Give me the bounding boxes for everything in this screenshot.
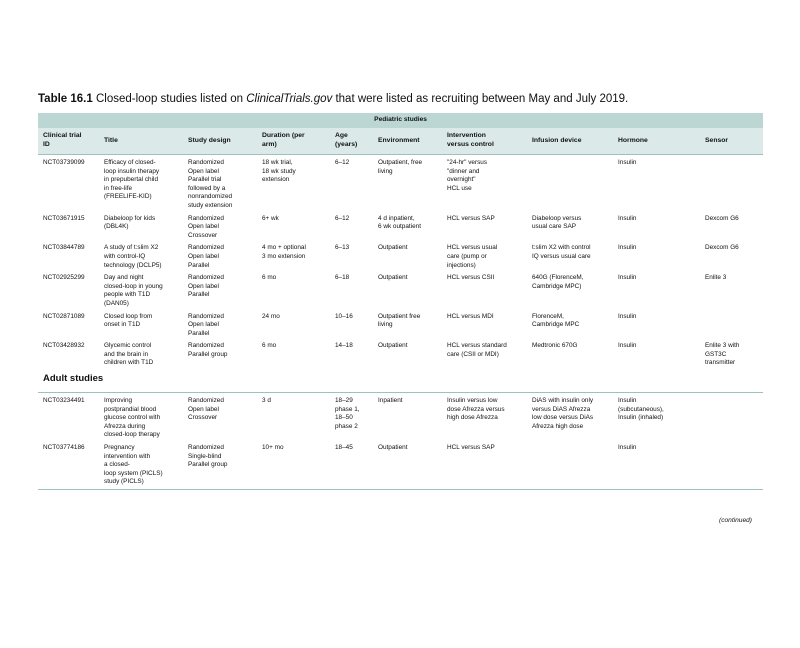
cell-environment [373, 240, 442, 270]
cell-line: Medtronic 670G [532, 342, 578, 350]
cell-line: Improving [104, 397, 133, 405]
cell-line: Study design [188, 136, 231, 144]
cell-environment [373, 338, 442, 368]
cell-line: Parallel trial [188, 176, 222, 184]
cell-age [330, 155, 373, 211]
cell-study-design [183, 211, 257, 241]
cell-line: Insulin versus low [447, 397, 498, 405]
cell-line: Pregnancy [104, 444, 135, 452]
cell-line: GST3C [705, 350, 727, 358]
cell-duration [257, 270, 330, 308]
cell-line: Inpatient [378, 397, 403, 405]
cell-line: Age [335, 132, 348, 140]
cell-study-design [183, 240, 257, 270]
cell-line: "24-hr" versus [447, 159, 488, 166]
cell-line: DiAS with insulin only [532, 397, 594, 405]
cell-line: Insulin [618, 244, 637, 252]
cell-line: A study of t:slim X2 [104, 244, 159, 252]
cell-line: Cambridge MPC) [532, 282, 582, 290]
cell-line: Parallel group [188, 350, 228, 358]
cell-line: Open label [188, 223, 219, 231]
cell-line: transmitter [705, 359, 736, 367]
cell-title [99, 155, 183, 211]
cell-line: NCT03774186 [43, 444, 85, 452]
cell-line: Open label [188, 252, 219, 260]
cell-line: Duration (per [262, 132, 305, 140]
cell-environment [373, 309, 442, 339]
cell-line: study (PICLS) [104, 478, 144, 486]
cell-line: HCL versus usual [447, 244, 498, 252]
cell-environment [373, 155, 442, 211]
cell-duration [257, 338, 330, 368]
cell-line: Cambridge MPC [532, 321, 580, 329]
table-row [38, 240, 763, 270]
cell-line: Insulin [618, 312, 637, 320]
cell-hormone [613, 309, 700, 339]
cell-line: 18 wk trial, [262, 159, 293, 166]
cell-line: postprandial blood [104, 405, 157, 413]
cell-line: children with T1D [104, 359, 154, 367]
cell-line: NCT03428932 [43, 342, 85, 350]
cell-line: in prepubertal child [104, 176, 158, 184]
cell-duration [257, 309, 330, 339]
cell-line: 6 mo [262, 274, 277, 282]
cell-line: Randomized [188, 159, 224, 166]
cell-line: (years) [335, 141, 358, 148]
cell-duration [257, 211, 330, 241]
cell-line: Randomized [188, 274, 224, 282]
pediatric-band: Pediatric studies [38, 113, 763, 128]
table-caption [38, 93, 763, 105]
cell-line: study extension [188, 201, 233, 209]
cell-line: Insulin [618, 274, 637, 282]
cell-title [99, 211, 183, 241]
cell-line: Enlite 3 [705, 274, 727, 282]
cell-line: Efficacy of closed- [104, 159, 156, 166]
cell-sensor [700, 338, 763, 368]
cell-line: 6 mo [262, 342, 277, 350]
cell-line: NCT03671915 [43, 214, 85, 222]
cell-line: followed by a [188, 184, 226, 192]
cell-line: Randomized [188, 342, 224, 350]
caption-text-before: Closed-loop studies listed on [95, 93, 243, 105]
caption-text-after: that were listed as recruiting between May and July 2019. [335, 93, 629, 105]
cell-line: Intervention [447, 132, 486, 140]
cell-hormone [613, 155, 700, 211]
cell-line: Dexcom G6 [705, 244, 739, 252]
cell-line: Outpatient free [378, 312, 421, 320]
cell-line: Open label [188, 167, 219, 175]
cell-line: Open label [188, 321, 219, 329]
cell-intervention [442, 155, 527, 211]
continued-note: (continued) [719, 517, 752, 524]
cell-age [330, 309, 373, 339]
cell-line: IQ versus usual care [532, 252, 591, 260]
cell-line: onset in T1D [104, 321, 141, 329]
col-header-title [99, 128, 183, 155]
cell-line: Outpatient [378, 444, 408, 452]
cell-line: 18 wk study [262, 167, 296, 175]
cell-study-design [183, 338, 257, 368]
cell-line: low dose versus DiAs [532, 414, 594, 422]
cell-line: FlorenceM, [532, 312, 564, 320]
table-row [38, 309, 763, 339]
cell-line: arm) [262, 141, 277, 148]
cell-trial-id [38, 270, 99, 308]
cell-line: Insulin [618, 444, 637, 452]
cell-line: Afrezza during [104, 422, 146, 430]
cell-age [330, 211, 373, 241]
cell-study-design [183, 155, 257, 211]
cell-age [330, 440, 373, 487]
cell-intervention [442, 211, 527, 241]
end-rule-cell [38, 487, 763, 490]
cell-study-design [183, 440, 257, 487]
cell-line: glucose control with [104, 414, 161, 422]
cell-title [99, 240, 183, 270]
col-header-environment [373, 128, 442, 155]
cell-line: 10+ mo [262, 444, 284, 452]
cell-line: 24 mo [262, 312, 280, 320]
cell-trial-id [38, 440, 99, 487]
cell-line: (DAN05) [104, 299, 129, 307]
cell-study-design [183, 270, 257, 308]
cell-line: Single-blind [188, 452, 222, 460]
cell-line: Day and night [104, 274, 144, 282]
cell-line: 4 d inpatient, [378, 214, 415, 222]
cell-line: living [378, 167, 393, 175]
cell-sensor [700, 211, 763, 241]
cell-line: HCL versus standard [447, 342, 507, 350]
cell-line: overnight" [447, 176, 476, 184]
cell-infusion-device [527, 270, 613, 308]
cell-line: and the brain in [104, 350, 149, 358]
cell-line: Dexcom G6 [705, 214, 739, 222]
cell-line: HCL versus CSII [447, 274, 495, 282]
cell-line: injections) [447, 261, 476, 269]
cell-line: Outpatient, free [378, 159, 423, 166]
cell-line: phase 1, [335, 405, 360, 413]
col-header-sensor [700, 128, 763, 155]
cell-line: care (pump or [447, 252, 487, 260]
cell-line: Outpatient [378, 342, 408, 350]
cell-infusion-device [527, 338, 613, 368]
table-row [38, 211, 763, 241]
cell-line: Title [104, 136, 118, 144]
cell-line: 6+ wk [262, 214, 279, 222]
cell-environment [373, 393, 442, 440]
header-row [38, 128, 763, 155]
cell-line: Open label [188, 282, 219, 290]
cell-line: HCL versus SAP [447, 214, 495, 222]
col-header-age [330, 128, 373, 155]
cell-title [99, 338, 183, 368]
table-row [38, 338, 763, 368]
cell-intervention [442, 440, 527, 487]
col-header-duration [257, 128, 330, 155]
cell-line: extension [262, 176, 290, 184]
cell-line: a closed- [104, 461, 130, 469]
cell-line: Insulin [618, 214, 637, 222]
cell-infusion-device [527, 155, 613, 211]
cell-line: nonrandomized [188, 193, 233, 201]
cell-line: Insulin [618, 342, 637, 350]
cell-trial-id [38, 240, 99, 270]
cell-line: 10–16 [335, 312, 353, 320]
cell-line: t:slim X2 with control [532, 244, 591, 252]
cell-line: 3 mo extension [262, 252, 306, 260]
cell-line: people with T1D [104, 291, 151, 299]
cell-line: HCL versus MDI [447, 312, 494, 320]
cell-line: intervention with [104, 452, 151, 460]
cell-infusion-device [527, 309, 613, 339]
cell-line: versus control [447, 141, 494, 148]
cell-intervention [442, 270, 527, 308]
cell-title [99, 440, 183, 487]
cell-intervention [442, 338, 527, 368]
cell-environment [373, 270, 442, 308]
cell-line: Glycemic control [104, 342, 152, 350]
cell-line: 18–29 [335, 397, 353, 405]
cell-age [330, 393, 373, 440]
cell-line: (DBL4K) [104, 223, 129, 231]
cell-hormone [613, 338, 700, 368]
cell-study-design [183, 393, 257, 440]
table-end-rule [38, 487, 763, 490]
cell-duration [257, 155, 330, 211]
cell-title [99, 270, 183, 308]
cell-intervention [442, 240, 527, 270]
col-header-trial-id [38, 128, 99, 155]
table-row [38, 440, 763, 487]
cell-line: 18–45 [335, 444, 353, 452]
cell-line: Randomized [188, 444, 224, 452]
cell-line: Insulin [618, 397, 637, 405]
cell-line: 14–18 [335, 342, 353, 350]
cell-trial-id [38, 211, 99, 241]
cell-line: HCL versus SAP [447, 444, 495, 452]
cell-sensor [700, 270, 763, 308]
cell-line: Randomized [188, 244, 224, 252]
studies-table [38, 113, 763, 490]
col-header-hormone [613, 128, 700, 155]
cell-sensor [700, 155, 763, 211]
cell-line: 4 mo + optional [262, 244, 306, 252]
cell-sensor [700, 240, 763, 270]
cell-line: care (CSII or MDI) [447, 350, 499, 358]
cell-line: 18–50 [335, 414, 353, 422]
cell-trial-id [38, 393, 99, 440]
cell-line: 6–12 [335, 159, 350, 166]
cell-line: living [378, 321, 393, 329]
cell-line: "dinner and [447, 167, 480, 175]
cell-line: 6–18 [335, 274, 350, 282]
adult-section-row [38, 368, 763, 393]
cell-line: Parallel group [188, 461, 228, 469]
cell-infusion-device [527, 211, 613, 241]
cell-line: Insulin (inhaled) [618, 414, 664, 422]
cell-line: usual care SAP [532, 223, 577, 231]
cell-line: loop system (PICLS) [104, 469, 163, 477]
cell-line: HCL use [447, 184, 472, 192]
cell-line: Hormone [618, 136, 648, 144]
cell-line: Parallel [188, 261, 210, 269]
cell-line: dose Afrezza versus [447, 405, 505, 413]
cell-line: Outpatient [378, 274, 408, 282]
cell-line: 3 d [262, 397, 271, 405]
cell-line: Sensor [705, 136, 729, 144]
cell-line: Open label [188, 405, 219, 413]
cell-trial-id [38, 338, 99, 368]
cell-line: Randomized [188, 397, 224, 405]
cell-line: high dose Afrezza [447, 414, 498, 422]
cell-sensor [700, 393, 763, 440]
cell-hormone [613, 270, 700, 308]
cell-line: (subcutaneous), [618, 405, 664, 413]
cell-line: Crossover [188, 231, 218, 239]
cell-line: Clinical trial [43, 132, 82, 140]
cell-line: Infusion device [532, 136, 582, 144]
cell-line: Outpatient [378, 244, 408, 252]
cell-line: Randomized [188, 312, 224, 320]
cell-line: Diabeloop versus [532, 214, 582, 222]
cell-line: Insulin [618, 159, 637, 166]
cell-line: 6–13 [335, 244, 350, 252]
cell-hormone [613, 440, 700, 487]
cell-line: NCT03739099 [43, 159, 85, 166]
cell-line: Environment [378, 136, 420, 144]
cell-line: (FREELIFE-KID) [104, 193, 152, 201]
cell-duration [257, 440, 330, 487]
cell-line: phase 2 [335, 422, 358, 430]
cell-hormone [613, 211, 700, 241]
cell-line: closed-loop therapy [104, 431, 160, 439]
cell-title [99, 393, 183, 440]
cell-line: ID [43, 141, 50, 148]
cell-hormone [613, 393, 700, 440]
col-header-intervention [442, 128, 527, 155]
cell-duration [257, 393, 330, 440]
cell-line: NCT03844789 [43, 244, 85, 252]
cell-intervention [442, 393, 527, 440]
cell-environment [373, 211, 442, 241]
section-band-row [38, 113, 763, 128]
cell-trial-id [38, 155, 99, 211]
cell-line: Diabeloop for kids [104, 214, 156, 222]
cell-age [330, 240, 373, 270]
cell-infusion-device [527, 393, 613, 440]
cell-line: NCT03234491 [43, 397, 85, 405]
cell-infusion-device [527, 240, 613, 270]
cell-line: 6–12 [335, 214, 350, 222]
cell-age [330, 270, 373, 308]
cell-trial-id [38, 309, 99, 339]
cell-environment [373, 440, 442, 487]
cell-line: 6 wk outpatient [378, 223, 421, 231]
cell-line: Crossover [188, 414, 218, 422]
cell-line: closed-loop in young [104, 282, 163, 290]
cell-line: NCT02871089 [43, 312, 85, 320]
table-number: Table 16.1 [38, 93, 93, 105]
cell-sensor [700, 309, 763, 339]
table-row [38, 393, 763, 440]
col-header-study-design [183, 128, 257, 155]
cell-age [330, 338, 373, 368]
cell-line: 640G (FlorenceM, [532, 274, 584, 282]
cell-study-design [183, 309, 257, 339]
cell-line: Enlite 3 with [705, 342, 740, 350]
cell-line: Parallel [188, 291, 210, 299]
table-row [38, 155, 763, 211]
cell-line: Closed loop from [104, 312, 153, 320]
cell-line: in free-life [104, 184, 133, 192]
cell-title [99, 309, 183, 339]
cell-line: with control-IQ [104, 252, 146, 260]
cell-line: NCT02925299 [43, 274, 85, 282]
cell-duration [257, 240, 330, 270]
cell-line: loop insulin therapy [104, 167, 160, 175]
table-row [38, 270, 763, 308]
cell-line: Afrezza high dose [532, 422, 584, 430]
cell-line: Parallel [188, 329, 210, 337]
cell-line: Randomized [188, 214, 224, 222]
cell-intervention [442, 309, 527, 339]
cell-sensor [700, 440, 763, 487]
cell-hormone [613, 240, 700, 270]
cell-infusion-device [527, 440, 613, 487]
col-header-infusion-device [527, 128, 613, 155]
adult-section-heading: Adult studies [38, 368, 763, 393]
caption-site: ClinicalTrials.gov [246, 93, 333, 105]
cell-line: versus DiAS Afrezza [532, 405, 591, 413]
cell-line: technology (DCLP5) [104, 261, 162, 269]
